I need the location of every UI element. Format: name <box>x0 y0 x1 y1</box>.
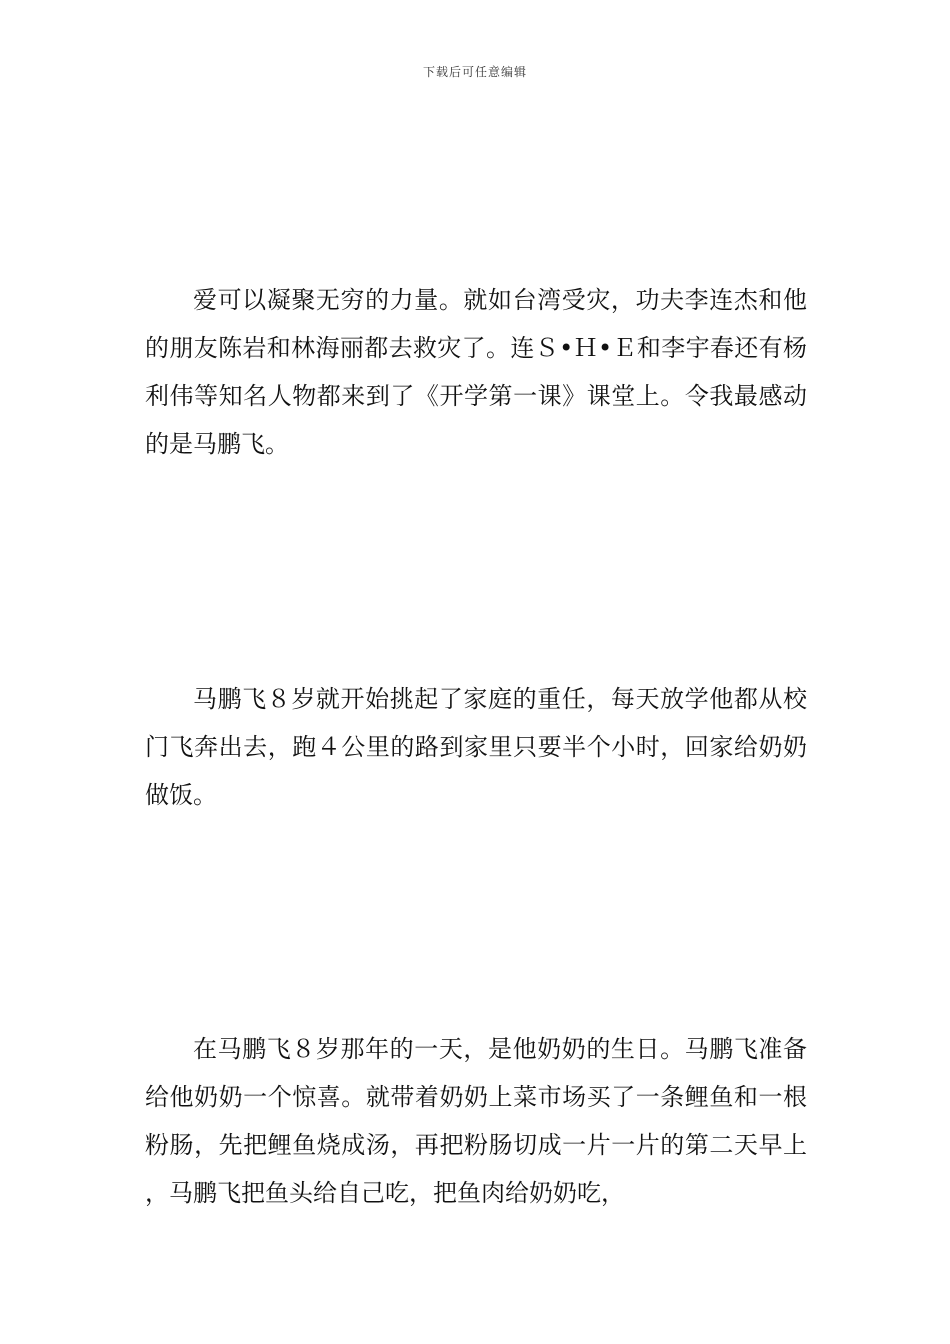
page-header: 下载后可任意编辑 <box>422 65 527 79</box>
paragraph-2: 马鹏飞８岁就开始挑起了家庭的重任，每天放学他都从校门飞奔出去，跑４公里的路到家里只要半个小时，回家给奶奶做饭。 <box>145 685 807 809</box>
paragraph-1: 爱可以凝聚无穷的力量。就如台湾受灾，功夫李连杰和他的朋友陈岩和林海丽都去救灾了。连Ｓ•Ｈ•Ｅ和李宇春还有杨利伟等知名人物都来到了《开学第一课》课堂上。令我最感动的是马鹏飞。 <box>145 286 807 458</box>
paragraph-3: 在马鹏飞８岁那年的一天，是他奶奶的生日。马鹏飞准备给他奶奶一个惊喜。就带着奶奶上菜市场买了一条鲤鱼和一根粉肠，先把鲤鱼烧成汤，再把粉肠切成一片一片的第二天早上，马鹏飞把鱼头给自己吃，把鱼肉给奶奶吃， <box>145 1035 807 1207</box>
